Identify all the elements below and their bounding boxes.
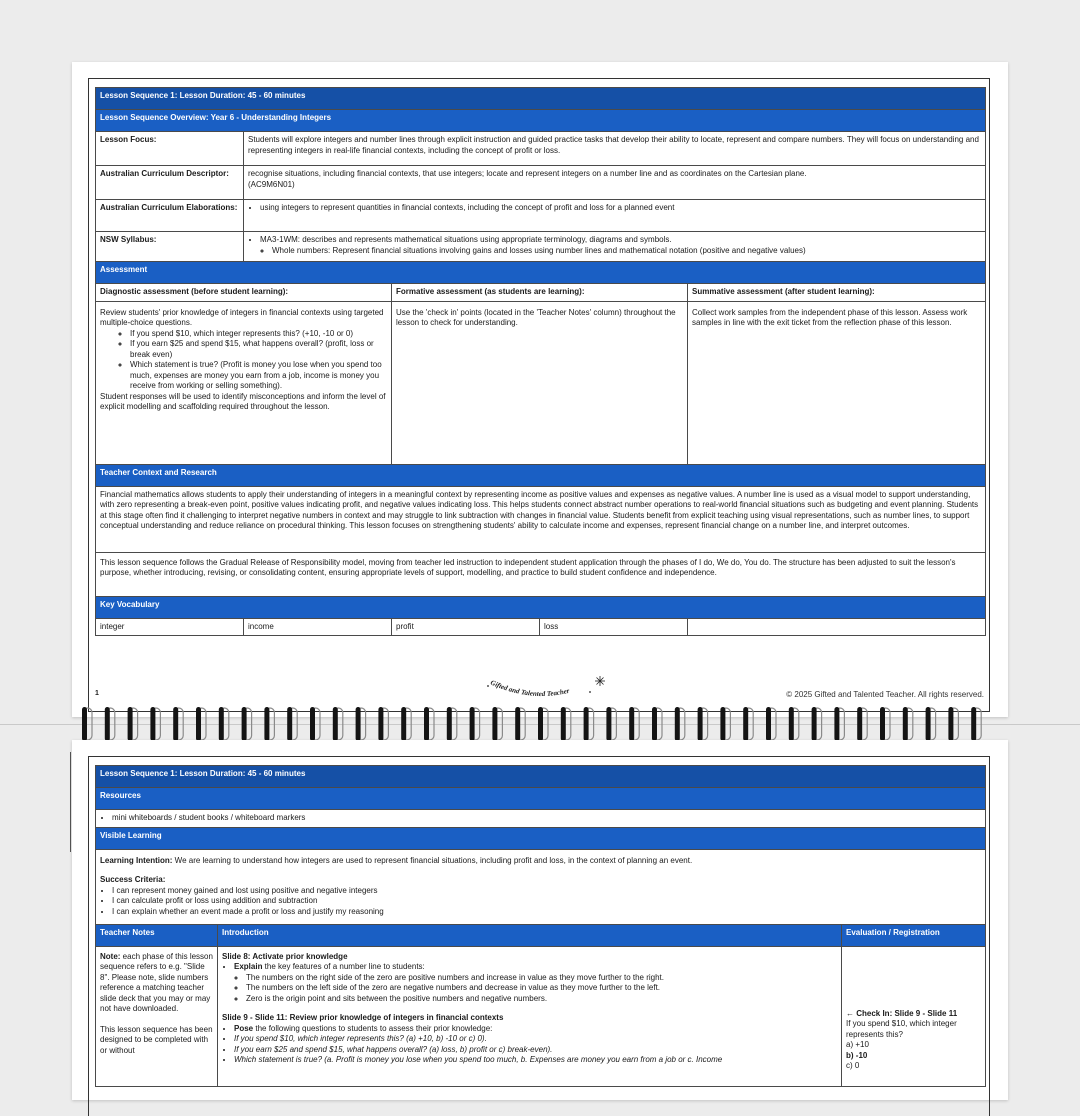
nsw-syllabus-label: NSW Syllabus: bbox=[96, 232, 244, 262]
binding-ring bbox=[789, 707, 799, 741]
note-label: Note: bbox=[100, 951, 121, 961]
binding-ring bbox=[698, 707, 708, 741]
number-line-point: ◦ The numbers on the right side of the zero are positive numbers and increase in value as they move further to the right. bbox=[246, 973, 837, 984]
curriculum-descriptor-text: recognise situations, including financial contexts, that use integers; locate and represent integers on a number line and as coordinates on the Cartesian plane. bbox=[248, 169, 807, 178]
key-vocabulary-header: Key Vocabulary bbox=[96, 596, 986, 618]
binding-ring bbox=[720, 707, 730, 741]
teacher-notes-cell bbox=[96, 946, 218, 1086]
binding-ring bbox=[743, 707, 753, 741]
binding-ring bbox=[584, 707, 594, 741]
binding-ring bbox=[424, 707, 434, 741]
check-in-option-c: c) 0 bbox=[846, 1061, 860, 1070]
learning-intention-label: Learning Intention: bbox=[100, 855, 173, 865]
curriculum-elaborations-label: Australian Curriculum Elaborations: bbox=[96, 200, 244, 232]
vocab-term: loss bbox=[540, 618, 688, 636]
binding-ring bbox=[242, 707, 252, 741]
teacher-context-header: Teacher Context and Research bbox=[96, 464, 986, 486]
binding-ring bbox=[264, 707, 274, 741]
curriculum-elaborations-cell bbox=[244, 200, 986, 232]
explain-text: the key features of a number line to students: bbox=[262, 962, 425, 971]
formative-assessment-label: Formative assessment (as students are learning): bbox=[392, 284, 688, 302]
evaluation-cell bbox=[842, 946, 986, 1086]
vocab-term: profit bbox=[392, 618, 540, 636]
nsw-syllabus-cell bbox=[244, 232, 986, 262]
nsw-sub-outcome: ◦ Whole numbers: Represent financial situations involving gains and losses using number lines and mathematical notation (positive and negative values) bbox=[272, 246, 981, 257]
binding-ring bbox=[926, 707, 936, 741]
page-edge-mark bbox=[70, 752, 71, 852]
page-1-frame bbox=[88, 78, 990, 712]
page-number: 1 bbox=[95, 690, 99, 697]
lesson-page-1 bbox=[72, 62, 1008, 717]
curriculum-descriptor-label: Australian Curriculum Descriptor: bbox=[96, 166, 244, 200]
curriculum-code: (AC9M6N01) bbox=[248, 179, 295, 189]
binding-ring bbox=[812, 707, 822, 741]
prior-knowledge-question: • Which statement is true? (a. Profit is money you lose when you spend too much, b. Expenses are money you earn from a job or c. Income bbox=[234, 1055, 837, 1066]
nsw-outcome: MA3-1WM: describes and represents mathematical situations using appropriate terminology, diagrams and symbols. bbox=[260, 235, 672, 244]
lesson-duration-header: Lesson Sequence 1: Lesson Duration: 45 - 60 minutes bbox=[96, 88, 986, 110]
check-in-option-a: a) +10 bbox=[846, 1040, 869, 1049]
lesson-plan-table bbox=[95, 765, 986, 1087]
evaluation-header: Evaluation / Registration bbox=[842, 924, 986, 946]
lesson-page-2 bbox=[72, 740, 1008, 1100]
lesson-duration-header: Lesson Sequence 1: Lesson Duration: 45 - 60 minutes bbox=[96, 766, 986, 788]
resources-cell bbox=[96, 810, 986, 828]
binding-ring bbox=[219, 707, 229, 741]
introduction-header: Introduction bbox=[218, 924, 842, 946]
visible-learning-header: Visible Learning bbox=[96, 827, 986, 849]
teacher-context-paragraph-2: This lesson sequence follows the Gradual Release of Responsibility model, moving from teacher led instruction to independent student application through the phases of I do, We do, You do. The structure has been adjusted to suit the lesson's purpose, whether introducing, revising, or consolidating content, ensuring appropriate levels of support, modelling, and practice to build student confidence and independence. bbox=[96, 552, 986, 596]
success-criterion: • I can represent money gained and lost using positive and negative integers bbox=[112, 886, 981, 897]
diagnostic-question-2: ◦ If you earn $25 and spend $15, what happens overall? (profit, loss or break even) bbox=[130, 339, 387, 360]
binding-ring bbox=[766, 707, 776, 741]
binding-ring bbox=[105, 707, 115, 741]
learning-intention-text: We are learning to understand how integers are used to represent financial situations, including profit and loss, in the context of planning an event. bbox=[172, 855, 693, 865]
binding-ring bbox=[675, 707, 685, 741]
binding-ring bbox=[401, 707, 411, 741]
binding-ring bbox=[470, 707, 480, 741]
diagnostic-question-1: ◦ If you spend $10, which integer represents this? (+10, -10 or 0) bbox=[130, 329, 387, 340]
summative-assessment-label: Summative assessment (after student learning): bbox=[688, 284, 986, 302]
success-criterion: • I can calculate profit or loss using addition and subtraction bbox=[112, 896, 981, 907]
formative-assessment-text: Use the 'check in' points (located in the 'Teacher Notes' column) throughout the lesson to check for understanding. bbox=[392, 301, 688, 464]
slide-9-title: Slide 9 - Slide 11: Review prior knowledge of integers in financial contexts bbox=[222, 1013, 504, 1022]
binding-ring bbox=[150, 707, 160, 741]
resources-item: • mini whiteboards / student books / whiteboard markers bbox=[112, 813, 981, 824]
prior-knowledge-question: • If you spend $10, which integer represents this? (a) +10, b) -10 or c) 0). bbox=[234, 1034, 837, 1045]
slide-8-title: Slide 8: Activate prior knowledge bbox=[222, 951, 348, 961]
vocab-term: income bbox=[244, 618, 392, 636]
explain-label: Explain bbox=[234, 962, 263, 971]
pose-label: Pose bbox=[234, 1023, 254, 1033]
binding-ring bbox=[834, 707, 844, 741]
binding-ring bbox=[82, 707, 92, 741]
diagnostic-assessment-label: Diagnostic assessment (before student learning): bbox=[96, 284, 392, 302]
binding-ring bbox=[378, 707, 388, 741]
binding-ring bbox=[971, 707, 981, 741]
binding-ring bbox=[492, 707, 502, 741]
binding-ring bbox=[447, 707, 457, 741]
page-2-frame bbox=[88, 756, 990, 1116]
binding-ring bbox=[515, 707, 525, 741]
binding-ring bbox=[652, 707, 662, 741]
success-criterion: • I can explain whether an event made a profit or loss and justify my reasoning bbox=[112, 907, 981, 918]
introduction-cell bbox=[218, 946, 842, 1086]
diagnostic-outro: Student responses will be used to identify misconceptions and inform the level of explicit modelling and scaffolding required throughout the lesson. bbox=[100, 391, 386, 411]
assessment-header: Assessment bbox=[96, 262, 986, 284]
binding-ring bbox=[857, 707, 867, 741]
binding-ring bbox=[173, 707, 183, 741]
binding-ring bbox=[903, 707, 913, 741]
binding-ring bbox=[629, 707, 639, 741]
elaboration-item: • using integers to represent quantities in financial contexts, including the concept of profit and loss for a planned event bbox=[260, 203, 981, 214]
diagnostic-assessment-cell bbox=[96, 301, 392, 464]
prior-knowledge-question: • If you earn $25 and spend $15, what happens overall? (a) loss, b) profit or c) break-even). bbox=[234, 1045, 837, 1056]
binding-ring bbox=[948, 707, 958, 741]
summative-assessment-text: Collect work samples from the independent phase of this lesson. Assess work samples in line with the exit ticket from the reflection phase of this lesson. bbox=[688, 301, 986, 464]
check-in-option-b: b) -10 bbox=[846, 1050, 868, 1060]
star-icon bbox=[595, 676, 605, 686]
binding-ring bbox=[310, 707, 320, 741]
curriculum-descriptor-cell bbox=[244, 166, 986, 200]
number-line-point: ◦ The numbers on the left side of the zero are negative numbers and decrease in value as they move further to the left. bbox=[246, 983, 837, 994]
resources-header: Resources bbox=[96, 788, 986, 810]
lesson-overview-table bbox=[95, 87, 986, 636]
note-text: each phase of this lesson sequence refers to e.g. "Slide 8". Please note, slide numbers reference a matching teacher slide deck that you may or may not have downloaded. bbox=[100, 951, 213, 1013]
vocab-term: integer bbox=[96, 618, 244, 636]
svg-text:Gifted and Talented Teacher bbox=[489, 679, 570, 698]
copyright-notice: © 2025 Gifted and Talented Teacher. All rights reserved. bbox=[786, 690, 984, 699]
binding-ring bbox=[538, 707, 548, 741]
vocab-term bbox=[688, 618, 986, 636]
pose-text: the following questions to students to assess their prior knowledge: bbox=[253, 1023, 493, 1033]
binding-ring bbox=[561, 707, 571, 741]
diagnostic-question-3: ◦ Which statement is true? (Profit is money you lose when you spend too much, expenses are money you earn from a job, income is money you receive from working or selling something). bbox=[130, 360, 387, 392]
teacher-notes-header: Teacher Notes bbox=[96, 924, 218, 946]
logo-text: Gifted and Talented Teacher bbox=[489, 678, 571, 699]
teacher-context-paragraph-1: Financial mathematics allows students to apply their understanding of integers in a meaningful context by representing income as positive values and expenses as negative values. A number line is used as a visual model to support understanding, with zero representing a break-even point, positive values indicating profit, and negative values indicating loss. This helps students connect abstract number operations to real-world financial situations such as budgeting and event planning. Students at this stage often find it challenging to interpret negative numbers in context and may struggle to link subtraction with changes in financial value. Students benefit from explicit teaching using visual representations, such as number lines, to support conceptual understanding and reduce reliance on procedural thinking. This lesson focuses on strengthening students' ability to calculate income and expenses, represent financial change on a number line, and interpret outcomes. bbox=[96, 486, 986, 552]
lesson-focus-text: Students will explore integers and number lines through explicit instruction and guided practice tasks that develop their ability to locate, represent and compare numbers. They will focus on understanding and representing integers in real-life financial contexts, including the concept of profit or loss. bbox=[244, 132, 986, 166]
number-line-point: ◦ Zero is the origin point and sits between the positive numbers and negative numbers. bbox=[246, 994, 837, 1005]
binding-ring bbox=[196, 707, 206, 741]
visible-learning-cell bbox=[96, 849, 986, 924]
check-in-question: If you spend $10, which integer represents this? bbox=[846, 1019, 957, 1039]
binding-ring bbox=[356, 707, 366, 741]
diagnostic-intro: Review students' prior knowledge of integers in financial contexts using targeted multiple-choice questions. bbox=[100, 307, 384, 327]
binding-ring bbox=[606, 707, 616, 741]
check-in-label: ← Check In: Slide 9 - Slide 11 bbox=[846, 1008, 958, 1018]
binding-ring bbox=[880, 707, 890, 741]
note-text-2: This lesson sequence has been designed to be completed with or without bbox=[100, 1024, 213, 1055]
binding-ring bbox=[128, 707, 138, 741]
lesson-overview-header: Lesson Sequence Overview: Year 6 - Understanding Integers bbox=[96, 110, 986, 132]
success-criteria-label: Success Criteria: bbox=[100, 875, 166, 884]
binding-ring bbox=[333, 707, 343, 741]
lesson-focus-label: Lesson Focus: bbox=[96, 132, 244, 166]
binding-ring bbox=[287, 707, 297, 741]
